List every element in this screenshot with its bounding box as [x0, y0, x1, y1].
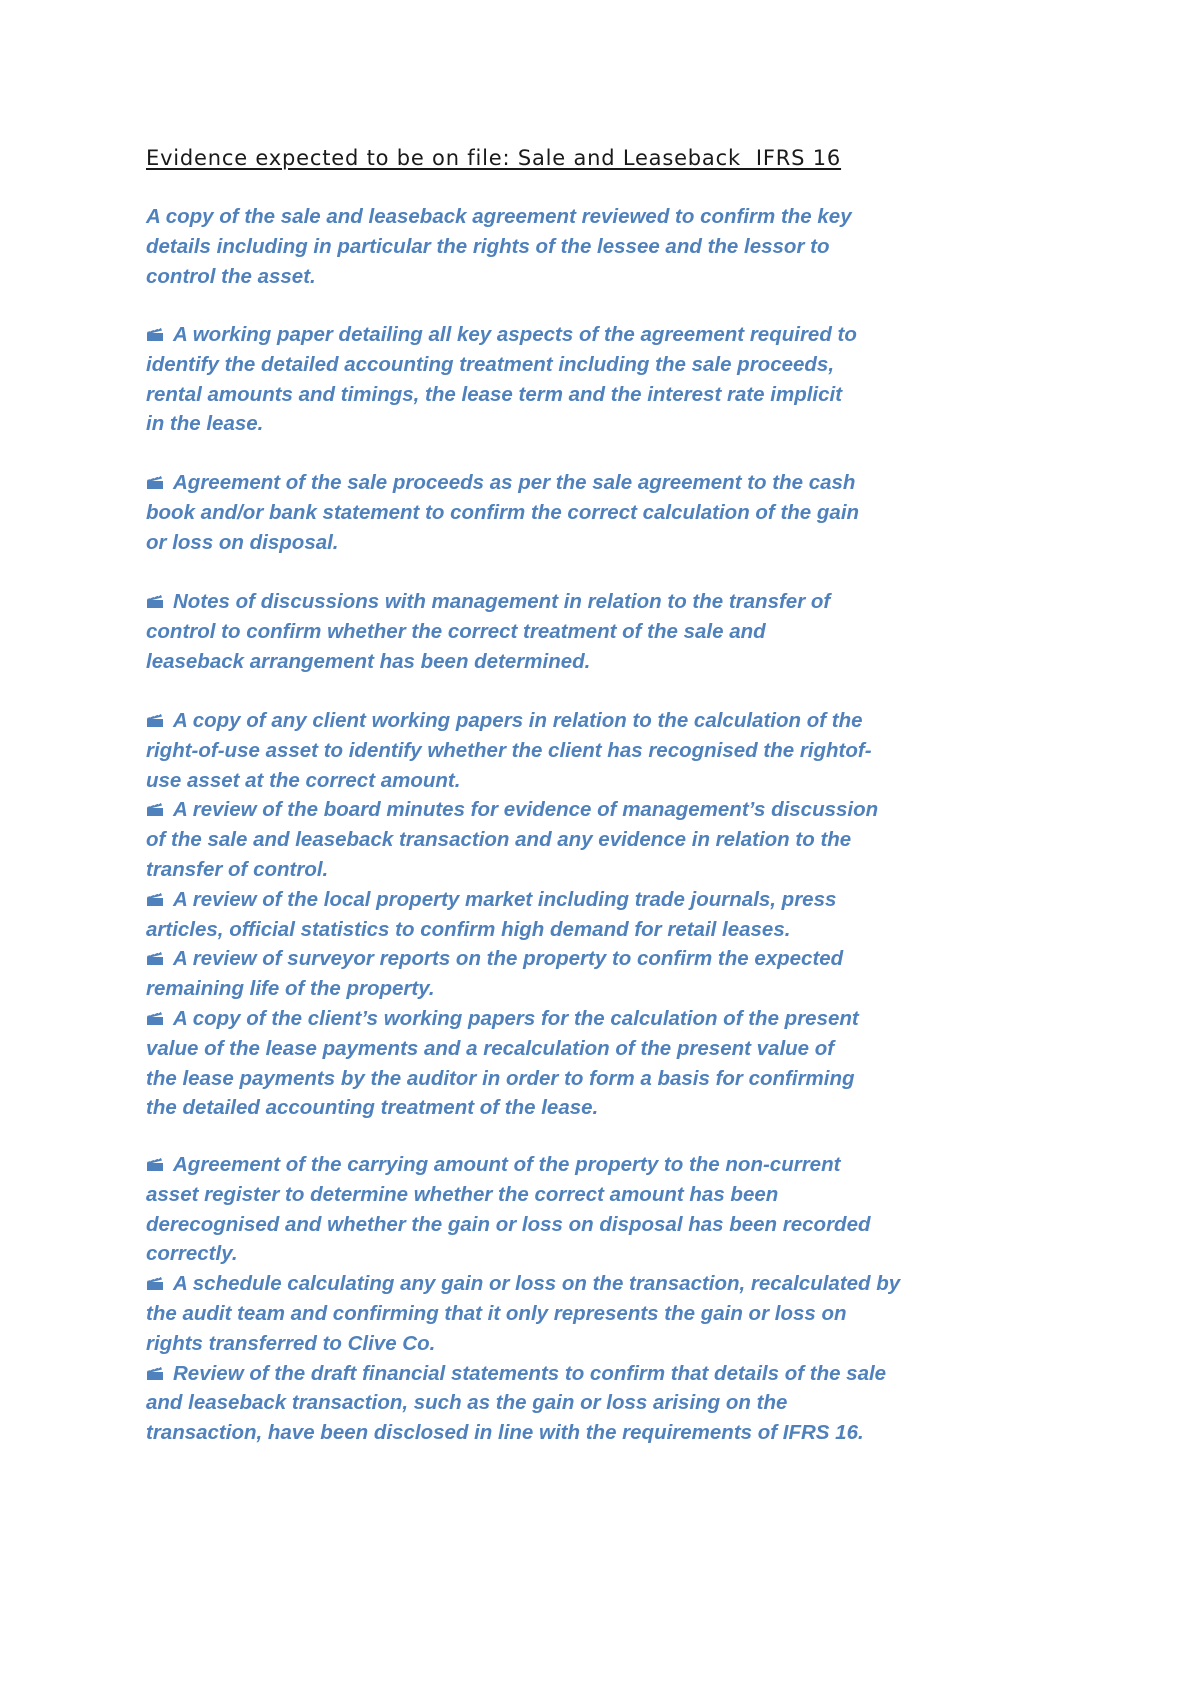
evidence-item-8	[146, 944, 936, 1004]
evidence-block-1	[146, 202, 936, 291]
evidence-item-10	[146, 1150, 936, 1269]
evidence-item-9	[146, 1004, 936, 1123]
evidence-block-5	[146, 706, 936, 1123]
evidence-block-6	[146, 1150, 936, 1448]
clapperboard-icon	[146, 1366, 164, 1381]
evidence-item-1-text: A copy of the sale and leaseback agreement reviewed to confirm the key details including in particular the rights of the lessee and the lessor to control the asset.	[146, 205, 852, 288]
clapperboard-icon	[146, 327, 164, 342]
clapperboard-icon	[146, 1011, 164, 1026]
evidence-item-12-text: Review of the draft financial statements to confirm that details of the sale and leaseback transaction, such as the gain or loss arising on the transaction, have been disclosed in line with the requirements of IFRS 16.	[146, 1361, 887, 1445]
evidence-item-7	[146, 885, 936, 945]
clapperboard-icon	[146, 713, 164, 728]
clapperboard-icon	[146, 475, 164, 490]
evidence-item-3-text: Agreement of the sale proceeds as per the sale agreement to the cash book and/or bank statement to confirm the correct calculation of the gain or loss on disposal.	[146, 471, 860, 554]
evidence-item-5-text: A copy of any client working papers in relation to the calculation of the right-of-use asset to identify whether the client has recognised the rightof- use asset at the correct amount.	[146, 709, 872, 792]
clapperboard-icon	[146, 892, 164, 907]
evidence-block-3	[146, 468, 936, 557]
evidence-item-9-text: A copy of the client’s working papers for the calculation of the present value of the lease payments and a recalculation of the present value of the lease payments by the auditor in order to form a basis for confirming the detailed accounting treatment of the lease.	[146, 1006, 859, 1120]
evidence-item-7-text: A review of the local property market including trade journals, press articles, official statistics to confirm high demand for retail leases.	[146, 887, 837, 941]
evidence-item-3	[146, 468, 936, 557]
evidence-item-6	[146, 795, 936, 884]
evidence-item-2-text: A working paper detailing all key aspects of the agreement required to identify the detailed accounting treatment including the sale proceeds, rental amounts and timings, the lease term and the interest rate implicit in the lease.	[146, 323, 857, 436]
evidence-item-4-text: Notes of discussions with management in relation to the transfer of control to confirm whether the correct treatment of the sale and leaseback arrangement has been determined.	[146, 590, 831, 673]
clapperboard-icon	[146, 802, 164, 817]
evidence-item-12	[146, 1359, 936, 1448]
evidence-item-5	[146, 706, 936, 795]
evidence-item-8-text: A review of surveyor reports on the property to confirm the expected remaining life of the property.	[146, 947, 844, 1001]
evidence-item-1	[146, 202, 936, 291]
evidence-item-11	[146, 1269, 936, 1358]
clapperboard-icon	[146, 594, 164, 609]
document-title: Evidence expected to be on file: Sale and Leaseback IFRS 16	[146, 146, 842, 170]
clapperboard-icon	[146, 1276, 164, 1291]
evidence-item-4	[146, 587, 936, 676]
evidence-item-10-text: Agreement of the carrying amount of the property to the non-current asset register to determine whether the correct amount has been derecognised and whether the gain or loss on disposal has been recorded correctly.	[146, 1153, 871, 1266]
evidence-block-4	[146, 587, 936, 676]
clapperboard-icon	[146, 1157, 164, 1172]
evidence-item-2	[146, 320, 936, 439]
evidence-item-11-text: A schedule calculating any gain or loss on the transaction, recalculated by the audit team and confirming that it only represents the gain or loss on rights transferred to Clive Co.	[146, 1272, 901, 1355]
evidence-block-2	[146, 320, 936, 439]
evidence-item-6-text: A review of the board minutes for evidence of management’s discussion of the sale and leaseback transaction and any evidence in relation to the transfer of control.	[146, 798, 879, 881]
clapperboard-icon	[146, 951, 164, 966]
